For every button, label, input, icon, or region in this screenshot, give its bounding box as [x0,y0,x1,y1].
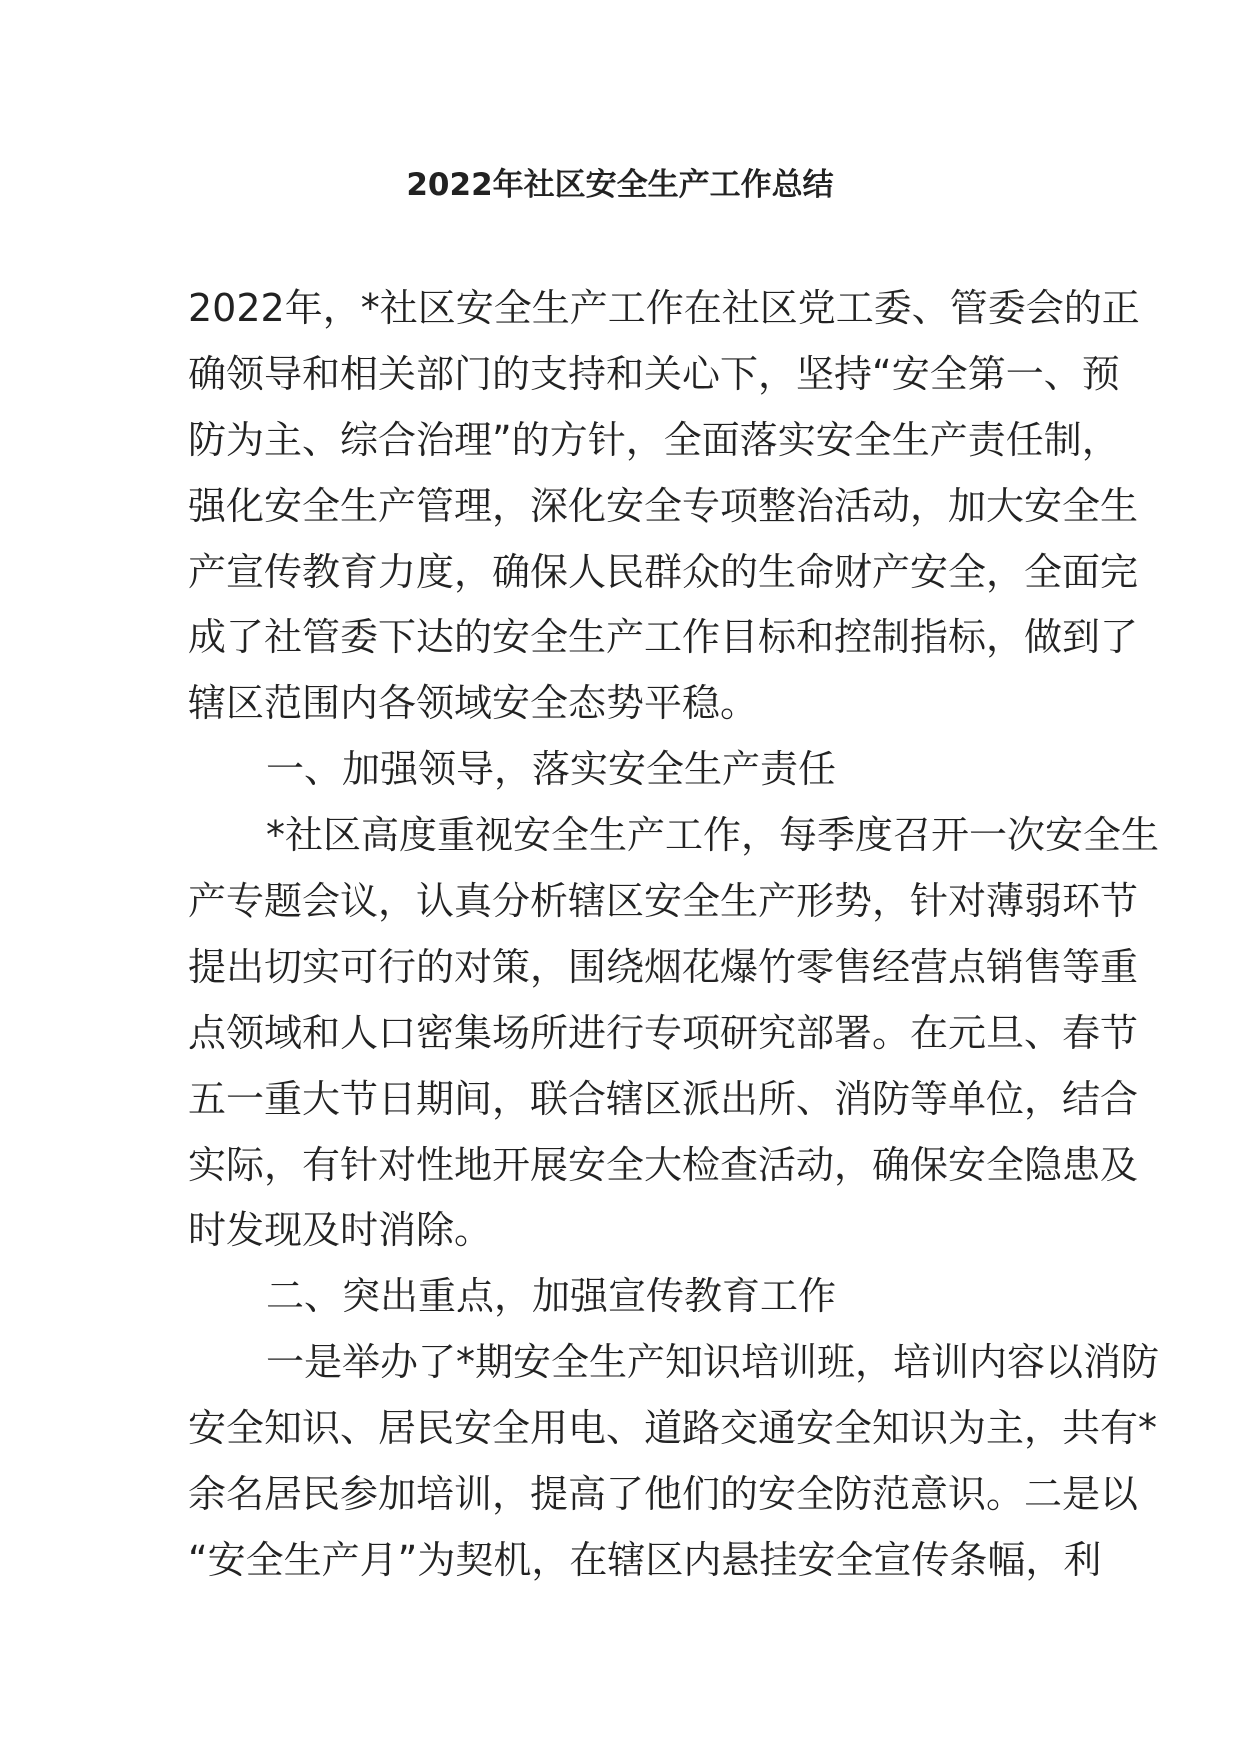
text-line: 产宣传教育力度，确保人民群众的生命财产安全，全面完 [188,549,1139,594]
document-title: 2022年社区安全生产工作总结 [406,167,834,203]
text-line: 强化安全生产管理，深化安全专项整治活动，加大安全生 [188,483,1139,528]
text-line: 确领导和相关部门的支持和关心下，坚持“安全第一、预 [188,351,1120,396]
text-line: 防为主、综合治理”的方针，全面落实安全生产责任制， [188,417,1120,462]
text-line: 时发现及时消除。 [188,1208,493,1253]
text-line: 成了社管委下达的安全生产工作目标和控制指标，做到了 [188,615,1139,660]
text-line: 产专题会议，认真分析辖区安全生产形势，针对薄弱环节 [188,879,1139,924]
text-line: “安全生产月”为契机，在辖区内悬挂安全宣传条幅，利 [188,1537,1102,1582]
text-line: *社区高度重视安全生产工作，每季度召开一次安全生 [266,813,1160,858]
text-line: 余名居民参加培训，提高了他们的安全防范意识。二是以 [188,1472,1139,1517]
text-line: 辖区范围内各领域安全态势平稳。 [188,681,759,726]
text-line: 五一重大节日期间，联合辖区派出所、消防等单位，结合 [188,1076,1139,1121]
text-line: 点领域和人口密集场所进行专项研究部署。在元旦、春节 [188,1010,1139,1055]
text-line: 一是举办了*期安全生产知识培训班，培训内容以消防 [266,1340,1160,1385]
text-line: 安全知识、居民安全用电、道路交通安全知识为主，共有* [188,1406,1158,1451]
text-line: 2022年，*社区安全生产工作在社区党工委、管委会的正 [188,286,1140,330]
section-heading: 一、加强领导，落实安全生产责任 [266,747,837,792]
text-line: 实际，有针对性地开展安全大检查活动，确保安全隐患及 [188,1142,1139,1187]
text-line: 提出切实可行的对策，围绕烟花爆竹零售经营点销售等重 [188,944,1139,989]
section-heading: 二、突出重点，加强宣传教育工作 [266,1274,837,1319]
document-body [188,276,1160,1594]
